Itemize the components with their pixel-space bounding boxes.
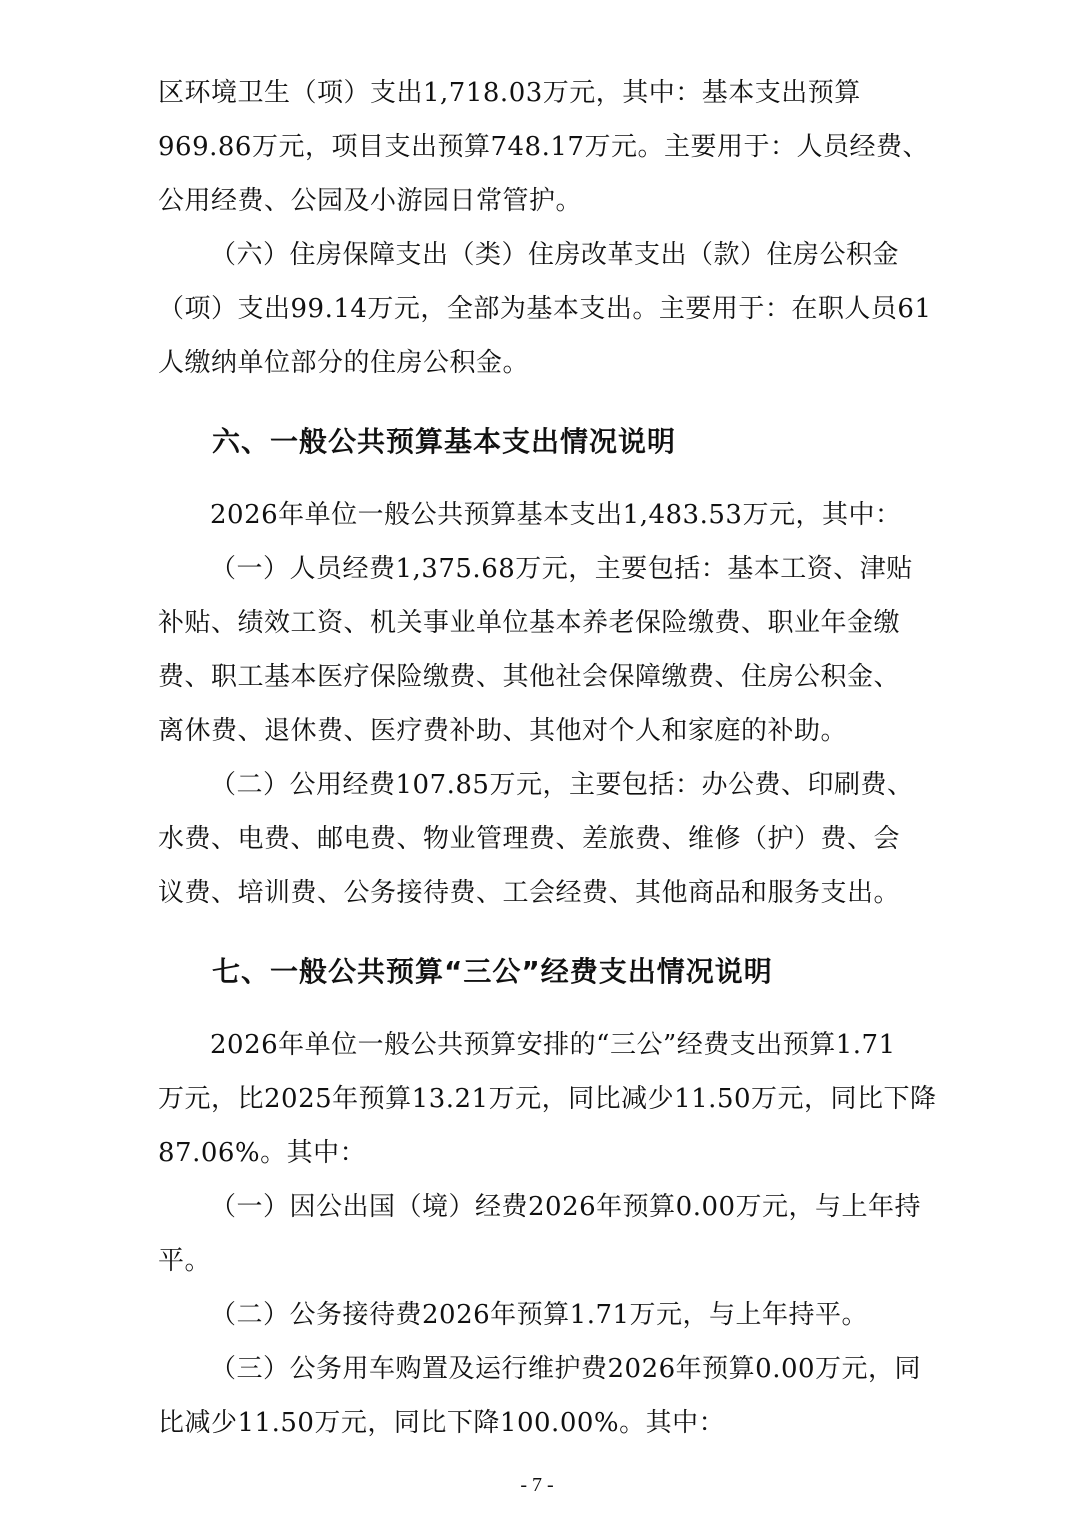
text-line: 平。 xyxy=(158,1246,212,1276)
text-line: 区环境卫生（项）支出1,718.03万元，其中：基本支出预算 xyxy=(158,78,861,108)
text-line: （一）因公出国（境）经费2026年预算0.00万元，与上年持 xyxy=(210,1192,922,1222)
text-line: （六）住房保障支出（类）住房改革支出（款）住房公积金 xyxy=(210,240,900,270)
text-line: 离休费、退休费、医疗费补助、其他对个人和家庭的补助。 xyxy=(158,716,848,746)
text-line: （二）公用经费107.85万元，主要包括：办公费、印刷费、 xyxy=(210,770,914,800)
text-line: 2026年单位一般公共预算基本支出1,483.53万元，其中： xyxy=(210,500,902,530)
paragraph-three-public-expenses xyxy=(158,1018,937,1180)
paragraph-official-reception xyxy=(158,1288,928,1342)
text-line: （二）公务接待费2026年预算1.71万元，与上年持平。 xyxy=(210,1300,869,1330)
text-line: （项）支出99.14万元，全部为基本支出。主要用于：在职人员61 xyxy=(158,294,932,324)
paragraph-housing-security xyxy=(158,228,932,390)
paragraph-personnel-expenses xyxy=(158,542,928,758)
page-number: - 7 - xyxy=(520,1474,554,1496)
text-line: 补贴、绩效工资、机关事业单位基本养老保险缴费、职业年金缴 xyxy=(158,608,901,638)
paragraph-official-vehicles xyxy=(158,1342,928,1450)
text-line: 87.06%。其中： xyxy=(158,1138,367,1168)
text-line: （三）公务用车购置及运行维护费2026年预算0.00万元，同 xyxy=(210,1354,922,1384)
text-line: 水费、电费、邮电费、物业管理费、差旅费、维修（护）费、会 xyxy=(158,824,901,854)
text-line: 969.86万元，项目支出预算748.17万元。主要用于：人员经费、 xyxy=(158,132,929,162)
section-heading-6: 六、一般公共预算基本支出情况说明 xyxy=(212,425,677,458)
text-line: 2026年单位一般公共预算安排的“三公”经费支出预算1.71 xyxy=(210,1030,896,1060)
text-line: 人缴纳单位部分的住房公积金。 xyxy=(158,348,530,378)
text-line: 比减少11.50万元，同比下降100.00%。其中： xyxy=(158,1408,726,1438)
paragraph-basic-expenditure xyxy=(158,488,928,542)
section-heading-7: 七、一般公共预算“三公”经费支出情况说明 xyxy=(212,955,773,988)
paragraph-environmental-sanitation xyxy=(158,66,928,228)
text-line: 万元，比2025年预算13.21万元，同比减少11.50万元，同比下降 xyxy=(158,1084,937,1114)
text-line: 公用经费、公园及小游园日常管护。 xyxy=(158,186,583,216)
paragraph-public-expenses xyxy=(158,758,928,920)
text-line: 费、职工基本医疗保险缴费、其他社会保障缴费、住房公积金、 xyxy=(158,662,901,692)
paragraph-overseas-travel xyxy=(158,1180,928,1288)
text-line: 议费、培训费、公务接待费、工会经费、其他商品和服务支出。 xyxy=(158,878,901,908)
text-line: （一）人员经费1,375.68万元，主要包括：基本工资、津贴 xyxy=(210,554,913,584)
